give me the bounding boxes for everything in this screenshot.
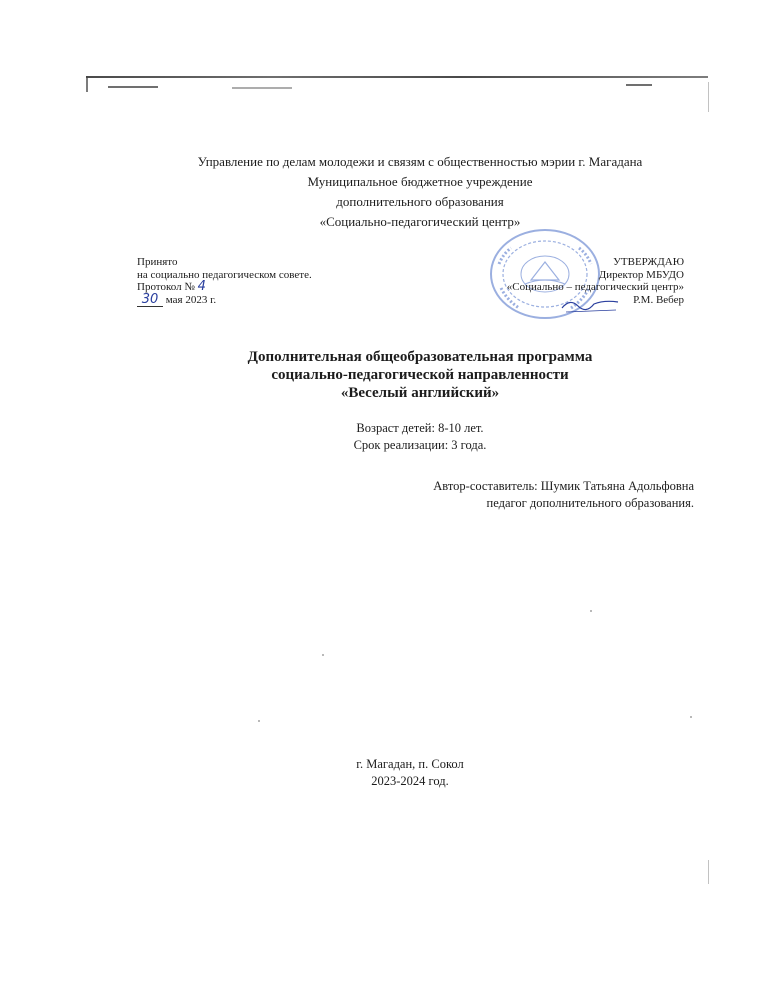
scan-mark	[626, 84, 652, 86]
scan-right-edge	[708, 82, 709, 112]
scan-mark	[108, 86, 158, 88]
approval-right-name: Р.М. Вебер	[633, 293, 684, 306]
author-position: педагог дополнительного образования.	[486, 496, 694, 510]
approval-left-council: на социально педагогическом совете.	[137, 268, 312, 281]
scan-right-edge	[708, 860, 709, 884]
program-title	[150, 348, 690, 402]
scan-speck	[258, 720, 260, 722]
children-age: Возраст детей: 8-10 лет.	[356, 421, 484, 435]
approval-left-protocol	[137, 281, 312, 294]
protocol-number-handwritten: 4	[197, 279, 206, 294]
header-line-institution: Муниципальное бюджетное учреждение	[307, 174, 533, 189]
scan-top-edge	[86, 76, 708, 78]
institution-header	[120, 152, 720, 232]
footer-year: 2023-2024 год.	[371, 774, 449, 788]
scan-speck	[690, 716, 692, 718]
scan-speck	[590, 610, 592, 612]
footer-place: г. Магадан, п. Сокол	[356, 757, 464, 771]
approval-right-director: Директор МБУДО	[598, 268, 684, 281]
program-title-line2: социально-педагогической направленности	[271, 367, 569, 383]
protocol-label: Протокол №	[137, 281, 195, 293]
approval-left-accepted: Принято	[137, 256, 178, 268]
approval-right-approve: УТВЕРЖДАЮ	[613, 256, 684, 268]
scan-speck	[322, 654, 324, 656]
program-title-line3: «Веселый английский»	[340, 385, 500, 401]
implementation-term: Срок реализации: 3 года.	[353, 438, 487, 452]
date-rest: мая 2023 г.	[165, 293, 217, 306]
program-title-line1: Дополнительная общеобразовательная программа	[247, 349, 593, 365]
document-footer	[270, 756, 550, 790]
date-day-handwritten: 30	[137, 294, 163, 308]
scan-left-edge	[86, 76, 88, 92]
program-meta	[270, 420, 570, 454]
author-name: Автор-составитель: Шумик Татьяна Адольфовна	[433, 479, 694, 493]
program-author	[330, 478, 694, 512]
approval-left	[137, 256, 312, 307]
director-signature	[560, 294, 620, 314]
header-line-education: дополнительного образования	[336, 194, 504, 209]
approval-left-date	[137, 291, 312, 308]
header-line-center: «Социально-педагогический центр»	[319, 214, 521, 229]
scan-mark	[232, 87, 292, 89]
header-line-ministry: Управление по делам молодежи и связям с общественностью мэрии г. Магадана	[197, 154, 643, 169]
approval-right-center: «Социально – педагогический центр»	[506, 281, 684, 293]
